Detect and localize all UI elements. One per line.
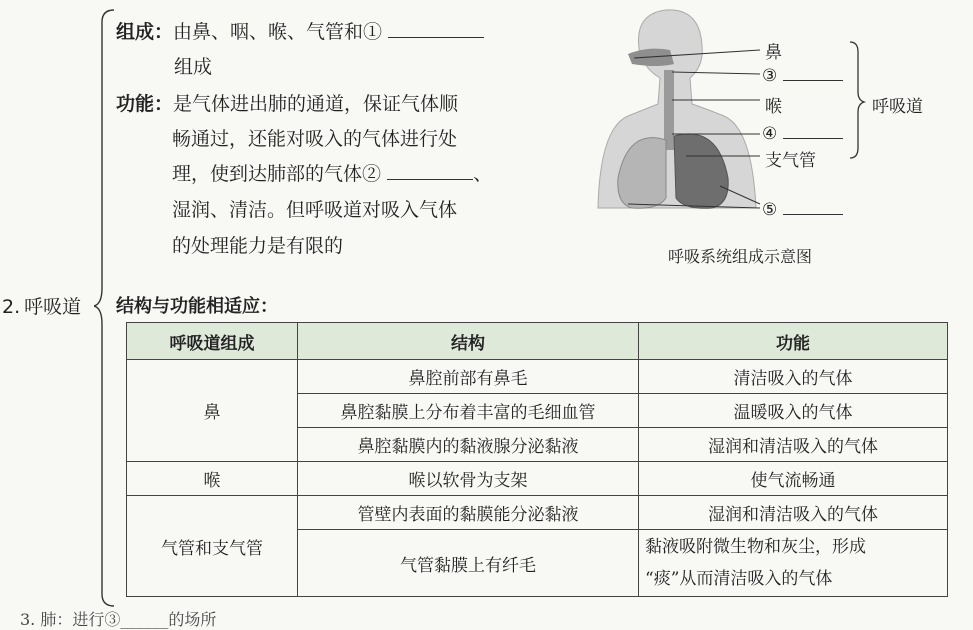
function-cell-line-1: 黏液吸附微生物和灰尘，形成 [645, 537, 866, 557]
label-respiratory-tract: 呼吸道 [872, 97, 923, 117]
label-bronchi: 支气管 [765, 151, 816, 171]
function-cell: 湿润和清洁吸入的气体 [639, 428, 948, 462]
trachea [664, 70, 674, 150]
pharynx-blank[interactable] [783, 62, 843, 81]
lung-blank[interactable] [783, 196, 843, 215]
header-function: 功能 [639, 323, 948, 360]
left-brace-icon [94, 8, 116, 608]
footer-cut-text: 3. 肺：进行③______的场所 [20, 610, 217, 629]
function-line-3 [172, 160, 492, 189]
label-trachea [762, 120, 843, 144]
trachea-marker: ④ [762, 124, 778, 144]
function-cell: 湿润和清洁吸入的气体 [639, 496, 948, 530]
organ-nose: 鼻 [127, 360, 298, 462]
structure-cell: 气管黏膜上有纤毛 [298, 530, 639, 597]
lung-marker: ⑤ [762, 200, 778, 220]
composition-blank[interactable] [388, 19, 484, 38]
function-line-4: 湿润、清洁。但呼吸道对吸入气体 [172, 199, 458, 221]
label-pharynx [762, 62, 843, 86]
table-header-row [127, 323, 948, 360]
pharynx-marker: ③ [762, 66, 778, 86]
structure-function-table [126, 322, 948, 597]
function-text-1: 是气体进出肺的通道，保证气体顺 [173, 93, 459, 115]
function-cell [639, 530, 948, 597]
table-row [127, 462, 948, 496]
structure-cell: 鼻腔前部有鼻毛 [298, 360, 639, 394]
section-title: 呼吸道 [24, 296, 82, 318]
function-cell: 温暖吸入的气体 [639, 394, 948, 428]
function-marker: ② [362, 163, 382, 185]
header-composition: 呼吸道组成 [127, 323, 298, 360]
right-brace-icon [850, 42, 864, 158]
composition-label: 组成： [116, 21, 174, 43]
subheading: 结构与功能相适应： [116, 296, 278, 317]
function-cell: 清洁吸入的气体 [639, 360, 948, 394]
structure-cell: 鼻腔黏膜内的黏液腺分泌黏液 [298, 428, 639, 462]
function-line-5: 的处理能力是有限的 [172, 235, 344, 257]
organ-trachea-bronchi: 气管和支气管 [127, 496, 298, 597]
structure-cell: 鼻腔黏膜上分布着丰富的毛细血管 [298, 394, 639, 428]
structure-cell: 喉以软骨为支架 [298, 462, 639, 496]
composition-line [116, 18, 484, 47]
trachea-blank[interactable] [783, 120, 843, 139]
table-row [127, 496, 948, 530]
organ-larynx: 喉 [127, 462, 298, 496]
header-structure: 结构 [298, 323, 639, 360]
diagram-caption: 呼吸系统组成示意图 [668, 247, 813, 266]
function-cell: 使气流畅通 [639, 462, 948, 496]
function-blank[interactable] [387, 161, 473, 180]
composition-marker: ① [363, 21, 383, 43]
table-row [127, 360, 948, 394]
function-cell-line-2: “痰”从而清洁吸入的气体 [645, 569, 833, 589]
composition-text: 由鼻、咽、喉、气管和 [173, 21, 364, 43]
label-lung [762, 196, 843, 220]
function-text-3-end: 、 [473, 163, 493, 185]
function-label: 功能： [116, 93, 174, 115]
function-text-3: 理，使到达肺部的气体 [172, 163, 363, 185]
structure-cell: 管壁内表面的黏膜能分泌黏液 [298, 496, 639, 530]
composition-line-2: 组成 [174, 56, 213, 78]
section-number: 2. [2, 296, 21, 318]
label-nose: 鼻 [765, 43, 782, 63]
section-label [2, 292, 81, 319]
label-larynx: 喉 [765, 97, 782, 117]
function-line-1 [116, 90, 458, 119]
function-line-2: 畅通过，还能对吸入的气体进行处 [172, 128, 458, 150]
